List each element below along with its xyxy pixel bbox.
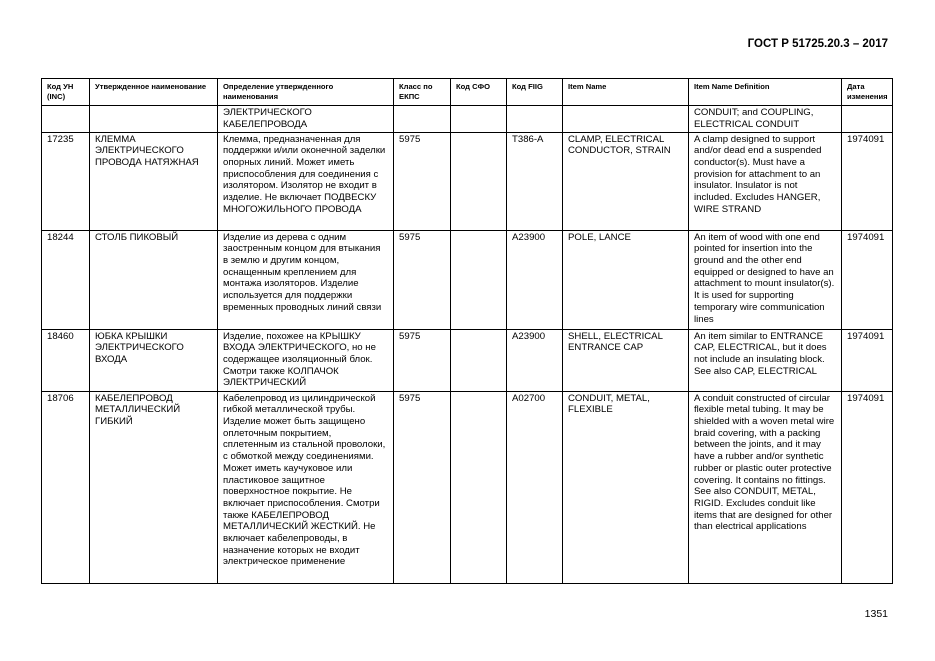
header-item-name: Item Name: [563, 79, 689, 106]
cell-fiig-code: A02700: [507, 391, 563, 583]
cell-approved-name: КАБЕЛЕПРОВОД МЕТАЛЛИЧЕСКИЙ ГИБКИЙ: [90, 391, 218, 583]
cell-approved-name: КЛЕММА ЭЛЕКТРИЧЕСКОГО ПРОВОДА НАТЯЖНАЯ: [90, 132, 218, 230]
cell-sfo-code: [451, 132, 507, 230]
cell-definition: Клемма, предназначенная для поддержки и/или оконечной заделки опорных линий. Может иметь приспособления для соединения с изолятором. Изолятор не входит в изделие. Не включает ПОДВЕСКУ МНОГОЖИЛЬНОГО ПРОВОДА: [218, 132, 394, 230]
cell-ekps-class: 5975: [394, 230, 451, 329]
header-ekps-class: Класс по ЕКПС: [394, 79, 451, 106]
cell-fiig-code: T386-A: [507, 132, 563, 230]
cell-inc: 18706: [42, 391, 90, 583]
page-number: 1351: [864, 608, 888, 620]
cell-sfo-code: [451, 230, 507, 329]
cell-approved-name: [90, 106, 218, 132]
header-inc: Код УН (INC): [42, 79, 90, 106]
header-sfo-code: Код СФО: [451, 79, 507, 106]
table-row: [42, 329, 893, 391]
cell-definition: Изделие из дерева с одним заостренным концом для втыкания в землю и другим концом, оснащенным креплением для монтажа изоляторов. Изделие используется для поддержки временных проводных линий связи: [218, 230, 394, 329]
cell-ekps-class: 5975: [394, 132, 451, 230]
document-standard-header: ГОСТ Р 51725.20.3 – 2017: [747, 38, 888, 50]
cell-inc: 18460: [42, 329, 90, 391]
cell-item-name-definition: A clamp designed to support and/or dead end a suspended conductor(s). Must have a provision for attachment to an insulator. Insulator is not included. Excludes HANGER, WIRE STRAND: [689, 132, 842, 230]
cell-item-name: SHELL, ELECTRICAL ENTRANCE CAP: [563, 329, 689, 391]
cell-item-name-definition: An item of wood with one end pointed for insertion into the ground and the other end equipped or designed to have an attachment to mount insulator(s). It is used for supporting temporary wire communication lines: [689, 230, 842, 329]
table-row: [42, 106, 893, 132]
cell-inc: 18244: [42, 230, 90, 329]
classification-table: [41, 78, 893, 584]
cell-item-name: POLE, LANCE: [563, 230, 689, 329]
header-change-date: Дата изменения: [842, 79, 893, 106]
cell-item-name: CONDUIT, METAL, FLEXIBLE: [563, 391, 689, 583]
cell-change-date: [842, 106, 893, 132]
cell-sfo-code: [451, 329, 507, 391]
cell-ekps-class: [394, 106, 451, 132]
cell-item-name-definition: CONDUIT; and COUPLING, ELECTRICAL CONDUIT: [689, 106, 842, 132]
cell-ekps-class: 5975: [394, 329, 451, 391]
table-row: [42, 230, 893, 329]
cell-definition: ЭЛЕКТРИЧЕСКОГО КАБЕЛЕПРОВОДА: [218, 106, 394, 132]
cell-sfo-code: [451, 391, 507, 583]
cell-fiig-code: A23900: [507, 230, 563, 329]
cell-item-name: [563, 106, 689, 132]
cell-inc: 17235: [42, 132, 90, 230]
header-definition: Определение утвержденного наименования: [218, 79, 394, 106]
cell-approved-name: СТОЛБ ПИКОВЫЙ: [90, 230, 218, 329]
cell-fiig-code: [507, 106, 563, 132]
cell-sfo-code: [451, 106, 507, 132]
cell-definition: Изделие, похожее на КРЫШКУ ВХОДА ЭЛЕКТРИЧЕСКОГО, но не содержащее изоляционный блок. Смотри также КОЛПАЧОК ЭЛЕКТРИЧЕСКИЙ: [218, 329, 394, 391]
cell-item-name-definition: An item similar to ENTRANCE CAP, ELECTRICAL, but it does not include an insulating block. See also CAP, ELECTRICAL: [689, 329, 842, 391]
header-item-name-definition: Item Name Definition: [689, 79, 842, 106]
table-row: [42, 132, 893, 230]
cell-item-name: CLAMP, ELECTRICAL CONDUCTOR, STRAIN: [563, 132, 689, 230]
table-row: [42, 391, 893, 583]
cell-ekps-class: 5975: [394, 391, 451, 583]
cell-fiig-code: A23900: [507, 329, 563, 391]
cell-change-date: 1974091: [842, 230, 893, 329]
cell-definition: Кабелепровод из цилиндрической гибкой металлической трубы. Изделие может быть защищено оплеточным покрытием, сплетенным из стальной проволоки, с обмоткой между соединениями. Может иметь каучуковое или пластиковое защитное поверхностное покрытие. Не включает приспособления. Смотри также КАБЕЛЕПРОВОД МЕТАЛЛИЧЕСКИЙ ЖЕСТКИЙ. Не включает кабелепроводы, в назначение которых не входит электрическое применение: [218, 391, 394, 583]
header-fiig-code: Код FIIG: [507, 79, 563, 106]
cell-item-name-definition: A conduit constructed of circular flexible metal tubing. It may be shielded with a woven metal wire braid covering, with a packing between the joints, and it may have a rubber and/or synthetic rubber or plastic outer protective covering. It contains no fittings. See also CONDUIT, METAL, RIGID. Excludes conduit like items that are designed for other than electrical applications: [689, 391, 842, 583]
cell-change-date: 1974091: [842, 132, 893, 230]
header-approved-name: Утвержденное наименование: [90, 79, 218, 106]
table-header-row: [42, 79, 893, 106]
cell-change-date: 1974091: [842, 329, 893, 391]
cell-approved-name: ЮБКА КРЫШКИ ЭЛЕКТРИЧЕСКОГО ВХОДА: [90, 329, 218, 391]
cell-change-date: 1974091: [842, 391, 893, 583]
cell-inc: [42, 106, 90, 132]
